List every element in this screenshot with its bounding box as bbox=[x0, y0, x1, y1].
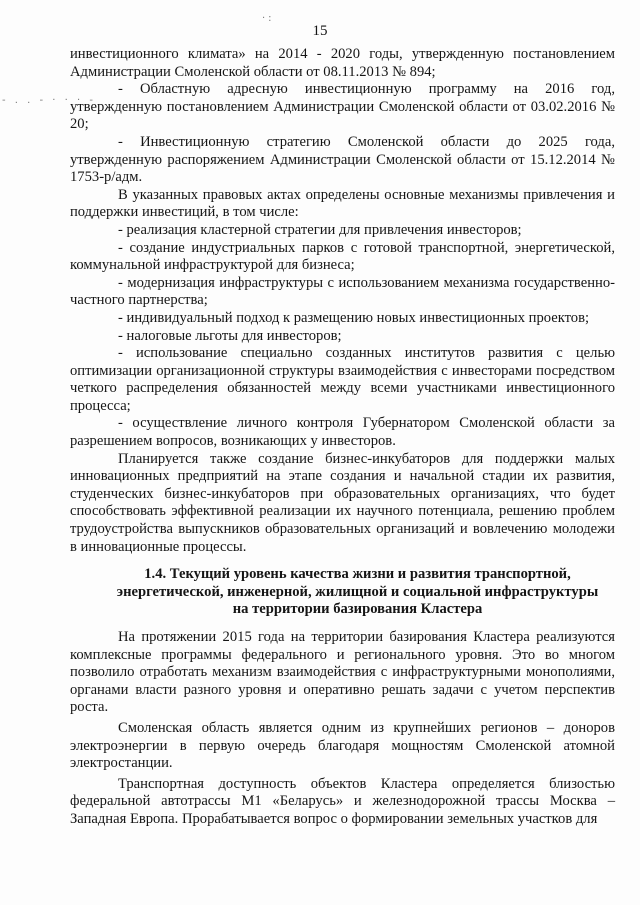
paragraph: В указанных правовых актах определены основные механизмы привлечения и поддержки инвестиций, в том числе: bbox=[70, 186, 615, 221]
list-item: - налоговые льготы для инвесторов; bbox=[118, 327, 342, 344]
list-item: - Инвестиционную стратегию Смоленской области до 2025 года, утвержденную распоряжением Администрации Смоленской области от 15.12.2014 № 1753-р/адм. bbox=[70, 133, 615, 186]
paragraph: инвестиционного климата» на 2014 - 2020 годы, утвержденную постановлением Администрации Смоленской области от 08.11.2013 № 894; bbox=[70, 46, 615, 80]
list-item: - использование специально созданных институтов развития с целью оптимизации организационной структуры взаимодействия с инвесторами посредством четкого распределения обязанностей между всеми участниками инвестиционного процесса; bbox=[70, 345, 615, 414]
paragraph: На протяжении 2015 года на территории базирования Кластера реализуются комплексные программы федерального и регионального уровня. Это во многом позволило отработать механизм взаимодействия с инфраструктурными монополиями, органами власти разного уровня и оперативно решать задачи с учетом перспектив роста. bbox=[70, 629, 615, 716]
paragraph: Планируется также создание бизнес-инкубаторов для поддержки малых инновационных предприятий на этапе создания и начальной стадии их развития, студенческих бизнес-инкубаторов при образовательных организациях, что будет способствовать эффективной реализации их научного потенциала, решению проблем трудоустройства выпускников образовательных организаций и вовлечению молодежи в инновационные процессы. bbox=[70, 450, 615, 555]
list-item: - модернизация инфраструктуры с использованием механизма государственно-частного партнерства; bbox=[70, 274, 615, 309]
document-body bbox=[70, 46, 615, 829]
page-number: 15 bbox=[312, 23, 328, 39]
list-item: - создание индустриальных парков с готовой транспортной, энергетической, коммунальной инфраструктурой для бизнеса; bbox=[70, 239, 615, 274]
scan-artifact-left: - . . - · · · - bbox=[2, 95, 96, 106]
paragraph: Транспортная доступность объектов Кластера определяется близостью федеральной автотрассы М1 «Беларусь» и железнодорожной трассы Москва – Западная Европа. Прорабатывается вопрос о формировании земельных участков для bbox=[70, 775, 615, 827]
scan-artifact-top: ·: bbox=[262, 13, 275, 24]
list-item: - осуществление личного контроля Губернатором Смоленской области за разрешением вопросов, возникающих у инвесторов. bbox=[70, 415, 615, 450]
list-item: - реализация кластерной стратегии для привлечения инвесторов; bbox=[118, 221, 522, 238]
section-heading: 1.4. Текущий уровень качества жизни и развития транспортной, энергетической, инженерной, жилищной и социальной инфраструктуры на территории базирования Кластера bbox=[116, 566, 599, 618]
list-item: - индивидуальный подход к размещению новых инвестиционных проектов; bbox=[118, 309, 590, 326]
list-item: - Областную адресную инвестиционную программу на 2016 год, утвержденную постановлением Администрации Смоленской области от 03.02.2016 № 20; bbox=[70, 81, 615, 133]
paragraph: Смоленская область является одним из крупнейших регионов – доноров электроэнергии в первую очередь благодаря мощностям Смоленской атомной электростанции. bbox=[70, 719, 615, 772]
